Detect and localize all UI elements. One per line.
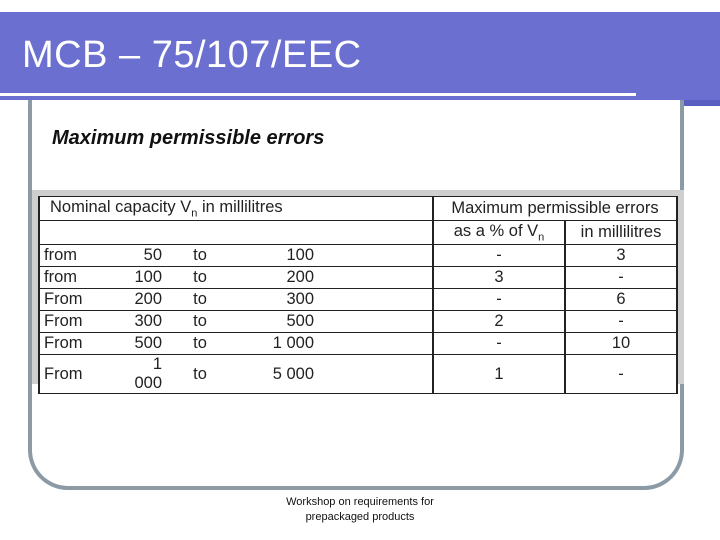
table-subheader-row bbox=[39, 221, 677, 245]
row-error-percent: - bbox=[433, 289, 565, 311]
row-error-percent: 1 bbox=[433, 355, 565, 394]
row-from-label: from bbox=[39, 267, 124, 289]
table-row bbox=[39, 267, 677, 289]
row-from-label: From bbox=[39, 355, 124, 394]
row-high-value: 100 bbox=[234, 245, 433, 267]
row-low-value: 1 000 bbox=[124, 355, 166, 394]
row-low-value: 300 bbox=[124, 311, 166, 333]
slide-subtitle: Maximum permissible errors bbox=[52, 127, 325, 149]
row-error-ml: - bbox=[565, 355, 677, 394]
header-max-errors: Maximum permissible errors bbox=[433, 197, 677, 221]
row-error-ml: 3 bbox=[565, 245, 677, 267]
row-high-value: 1 000 bbox=[234, 333, 433, 355]
footer-line-2: prepackaged products bbox=[305, 511, 415, 523]
table-row bbox=[39, 333, 677, 355]
row-from-label: From bbox=[39, 311, 124, 333]
table-header-row bbox=[39, 197, 677, 221]
title-underline bbox=[0, 93, 636, 96]
row-high-value: 500 bbox=[234, 311, 433, 333]
row-to-label: to bbox=[166, 289, 234, 311]
row-low-value: 200 bbox=[124, 289, 166, 311]
row-low-value: 50 bbox=[124, 245, 166, 267]
table-row bbox=[39, 289, 677, 311]
row-high-value: 300 bbox=[234, 289, 433, 311]
errors-table bbox=[38, 196, 678, 394]
row-error-ml: - bbox=[565, 311, 677, 333]
footer-text bbox=[260, 495, 460, 525]
row-to-label: to bbox=[166, 267, 234, 289]
row-error-percent: 3 bbox=[433, 267, 565, 289]
row-low-value: 500 bbox=[124, 333, 166, 355]
subheader-percent: as a % of $V_n$ bbox=[433, 221, 565, 245]
table-row bbox=[39, 355, 677, 394]
row-from-label: from bbox=[39, 245, 124, 267]
row-from-label: From bbox=[39, 289, 124, 311]
row-high-value: 5 000 bbox=[234, 355, 433, 394]
row-from-label: From bbox=[39, 333, 124, 355]
row-to-label: to bbox=[166, 311, 234, 333]
table-image-background bbox=[32, 190, 684, 392]
row-error-ml: 10 bbox=[565, 333, 677, 355]
subheader-blank bbox=[39, 221, 433, 245]
row-to-label: to bbox=[166, 355, 234, 394]
row-error-percent: - bbox=[433, 333, 565, 355]
footer-line-1: Workshop on requirements for bbox=[286, 496, 434, 508]
row-low-value: 100 bbox=[124, 267, 166, 289]
slide-title: MCB – 75/107/EEC bbox=[22, 34, 362, 76]
header-nominal-capacity: Nominal capacity $V_n$ in millilitres bbox=[39, 197, 433, 221]
row-error-percent: - bbox=[433, 245, 565, 267]
row-error-ml: - bbox=[565, 267, 677, 289]
table-row bbox=[39, 245, 677, 267]
row-error-percent: 2 bbox=[433, 311, 565, 333]
row-to-label: to bbox=[166, 333, 234, 355]
row-high-value: 200 bbox=[234, 267, 433, 289]
row-to-label: to bbox=[166, 245, 234, 267]
table-row bbox=[39, 311, 677, 333]
subheader-millilitres: in millilitres bbox=[565, 221, 677, 245]
row-error-ml: 6 bbox=[565, 289, 677, 311]
